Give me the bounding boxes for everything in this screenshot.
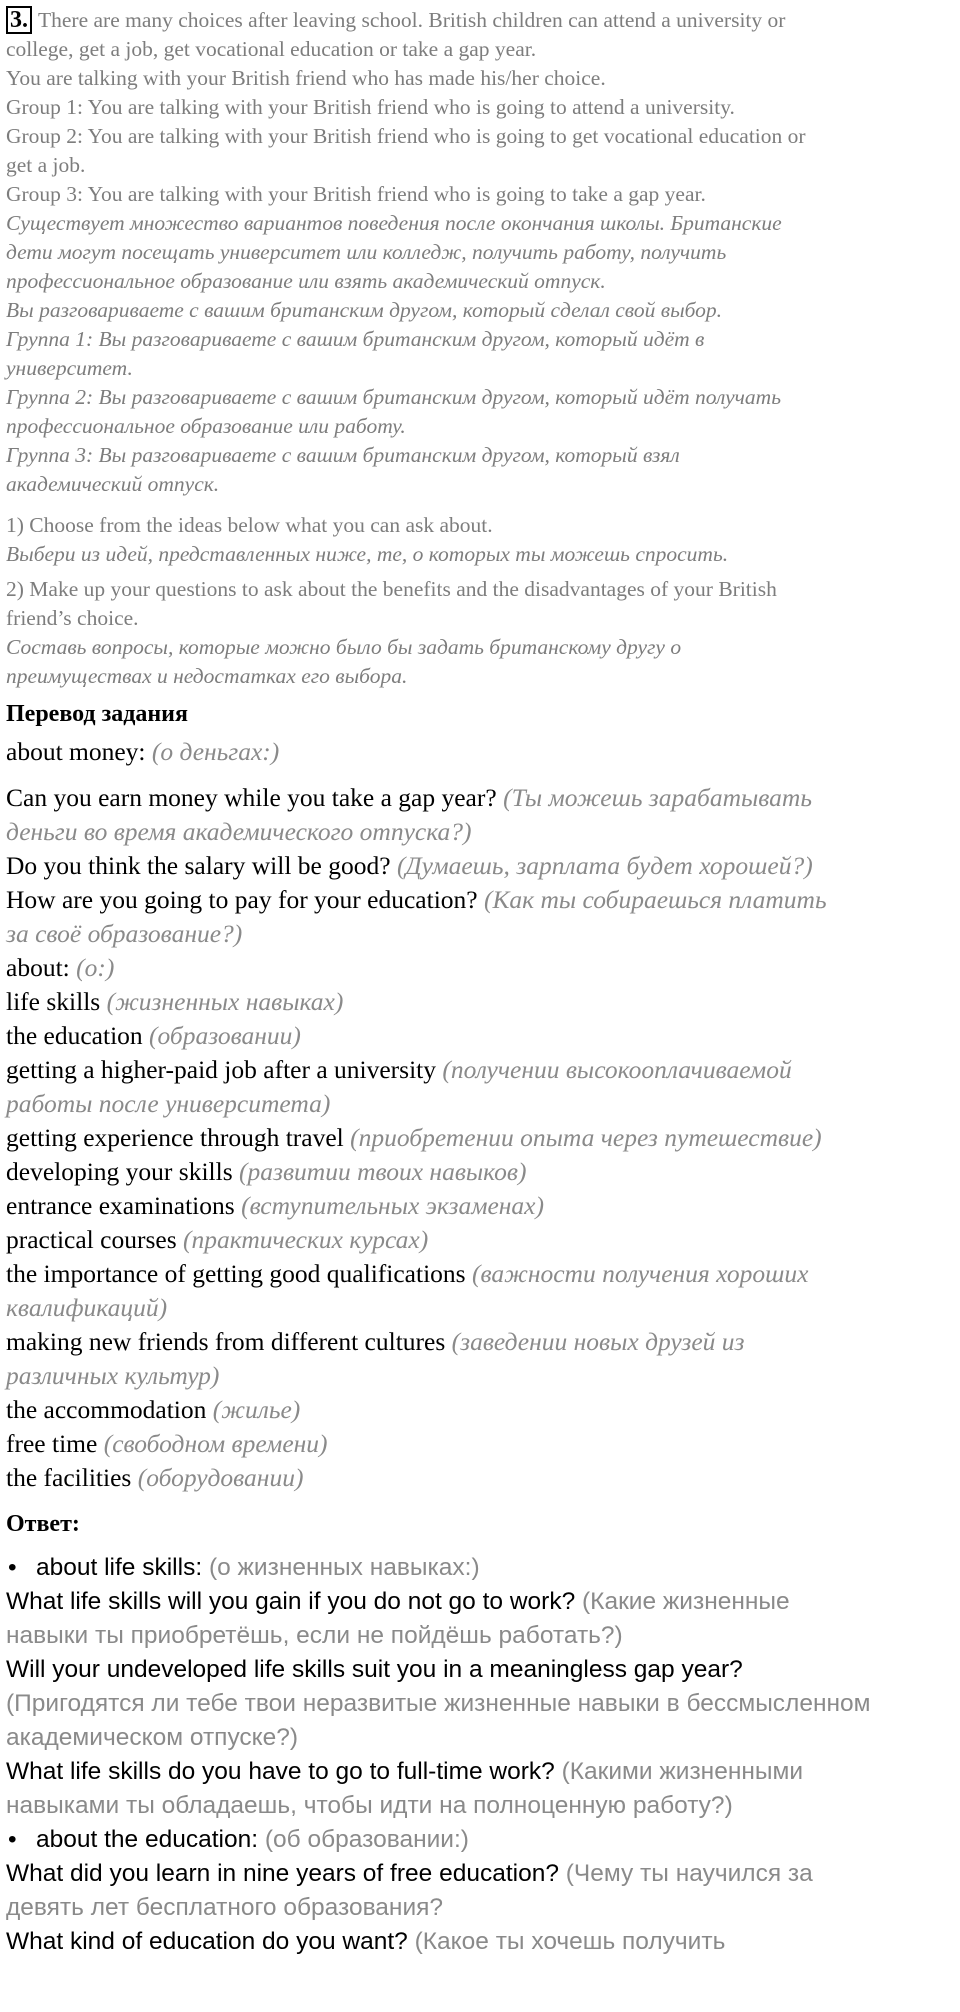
task-en-line: Group 1: You are talking with your British friend who is going to attend a university. xyxy=(6,95,735,119)
idea-item: developing your skills (развитии твоих навыков) xyxy=(6,1157,527,1186)
idea-item: the education (образовании) xyxy=(6,1021,301,1050)
task-ru-line: Вы разговариваете с вашим британским другом, который сделал свой выбор. xyxy=(6,298,723,322)
answer-question: What life skills do you have to go to full-time work? (Какими жизненными xyxy=(6,1758,804,1785)
answer-question: What life skills will you gain if you do not go to work? (Какие жизненные xyxy=(6,1588,790,1615)
answer-topic: • about the education: (об образовании:) xyxy=(6,1823,954,1857)
page xyxy=(6,6,954,1959)
task-number: 3. xyxy=(6,6,32,34)
task-ru-line: Группа 1: Вы разговариваете с вашим британским другом, который идёт в xyxy=(6,327,705,351)
translation-section xyxy=(6,699,954,1495)
bullet-icon: • xyxy=(8,1554,17,1581)
idea-item-translation: квалификаций) xyxy=(6,1293,168,1322)
idea-group-about: about: (о:) xyxy=(6,953,115,982)
answer-question: What kind of education do you want? (Какое ты хочешь получить xyxy=(6,1928,726,1955)
task-ru-line: университет. xyxy=(6,356,133,380)
question-line: How are you going to pay for your education? (Как ты собираешься платить xyxy=(6,885,827,914)
subtask-1-ru: Выбери из идей, представленных ниже, те, о которых ты можешь спросить. xyxy=(6,542,729,566)
task-statement xyxy=(6,6,954,691)
subtask-2-en: friend’s choice. xyxy=(6,606,139,630)
answer-translation: (Пригодятся ли тебе твои неразвитые жизненные навыки в бессмысленном xyxy=(6,1690,871,1717)
answer-translation: академическом отпуске?) xyxy=(6,1724,299,1751)
idea-item: entrance examinations (вступительных экзаменах) xyxy=(6,1191,544,1220)
answer-question: What did you learn in nine years of free education? (Чему ты научился за xyxy=(6,1860,813,1887)
idea-item: getting a higher-paid job after a university (получении высокооплачиваемой xyxy=(6,1055,792,1084)
idea-item-translation: работы после университета) xyxy=(6,1089,331,1118)
question-translation: за своё образование?) xyxy=(6,919,243,948)
idea-item: free time (свободном времени) xyxy=(6,1429,328,1458)
task-ru-line: Группа 2: Вы разговариваете с вашим британским другом, который идёт получать xyxy=(6,385,781,409)
question-line: Can you earn money while you take a gap year? (Ты можешь зарабатывать xyxy=(6,783,812,812)
answer-translation: навыками ты обладаешь, чтобы идти на полноценную работу?) xyxy=(6,1792,733,1819)
subtask-1-en: 1) Choose from the ideas below what you can ask about. xyxy=(6,513,493,537)
idea-group-money: about money: (о деньгах:) xyxy=(6,737,280,766)
task-ru-line: Существует множество вариантов поведения после окончания школы. Британские xyxy=(6,211,782,235)
subtask-2-ru: Составь вопросы, которые можно было бы задать британскому другу о xyxy=(6,635,682,659)
idea-item-translation: различных культур) xyxy=(6,1361,220,1390)
question-translation: деньги во время академического отпуска?) xyxy=(6,817,472,846)
idea-item: life skills (жизненных навыках) xyxy=(6,987,344,1016)
idea-item: practical courses (практических курсах) xyxy=(6,1225,429,1254)
translation-heading: Перевод задания xyxy=(6,701,188,727)
answer-translation: девять лет бесплатного образования? xyxy=(6,1894,444,1921)
task-intro-line: 3. There are many choices after leaving school. British children can attend a university or xyxy=(6,6,954,35)
answer-translation: навыки ты приобретёшь, если не пойдёшь работать?) xyxy=(6,1622,623,1649)
task-ru-line: академический отпуск. xyxy=(6,472,220,496)
task-ru-line: дети могут посещать университет или колледж, получить работу, получить xyxy=(6,240,727,264)
task-ru-line: профессиональное образование или взять академический отпуск. xyxy=(6,269,606,293)
question-line: Do you think the salary will be good? (Думаешь, зарплата будет хорошей?) xyxy=(6,851,813,880)
task-en-line: You are talking with your British friend who has made his/her choice. xyxy=(6,66,606,90)
task-en-line: Group 2: You are talking with your British friend who is going to get vocational education or xyxy=(6,124,806,148)
answer-section xyxy=(6,1509,954,1959)
answer-heading: Ответ: xyxy=(6,1511,80,1537)
answer-question: Will your undeveloped life skills suit you in a meaningless gap year? xyxy=(6,1656,743,1683)
task-en-line: get a job. xyxy=(6,153,86,177)
answer-topic: • about life skills: (о жизненных навыках:) xyxy=(6,1551,954,1585)
idea-item: the facilities (оборудовании) xyxy=(6,1463,304,1492)
task-en-line: college, get a job, get vocational education or take a gap year. xyxy=(6,37,537,61)
task-en-line: Group 3: You are talking with your British friend who is going to take a gap year. xyxy=(6,182,706,206)
idea-item: making new friends from different cultures (заведении новых друзей из xyxy=(6,1327,745,1356)
subtask-2-ru: преимуществах и недостатках его выбора. xyxy=(6,664,408,688)
task-ru-line: Группа 3: Вы разговариваете с вашим британским другом, который взял xyxy=(6,443,680,467)
idea-item: the importance of getting good qualifications (важности получения хороших xyxy=(6,1259,809,1288)
task-ru-line: профессиональное образование или работу. xyxy=(6,414,406,438)
bullet-icon: • xyxy=(8,1826,17,1853)
idea-item: getting experience through travel (приобретении опыта через путешествие) xyxy=(6,1123,822,1152)
idea-item: the accommodation (жилье) xyxy=(6,1395,301,1424)
subtask-2-en: 2) Make up your questions to ask about the benefits and the disadvantages of your British xyxy=(6,577,777,601)
